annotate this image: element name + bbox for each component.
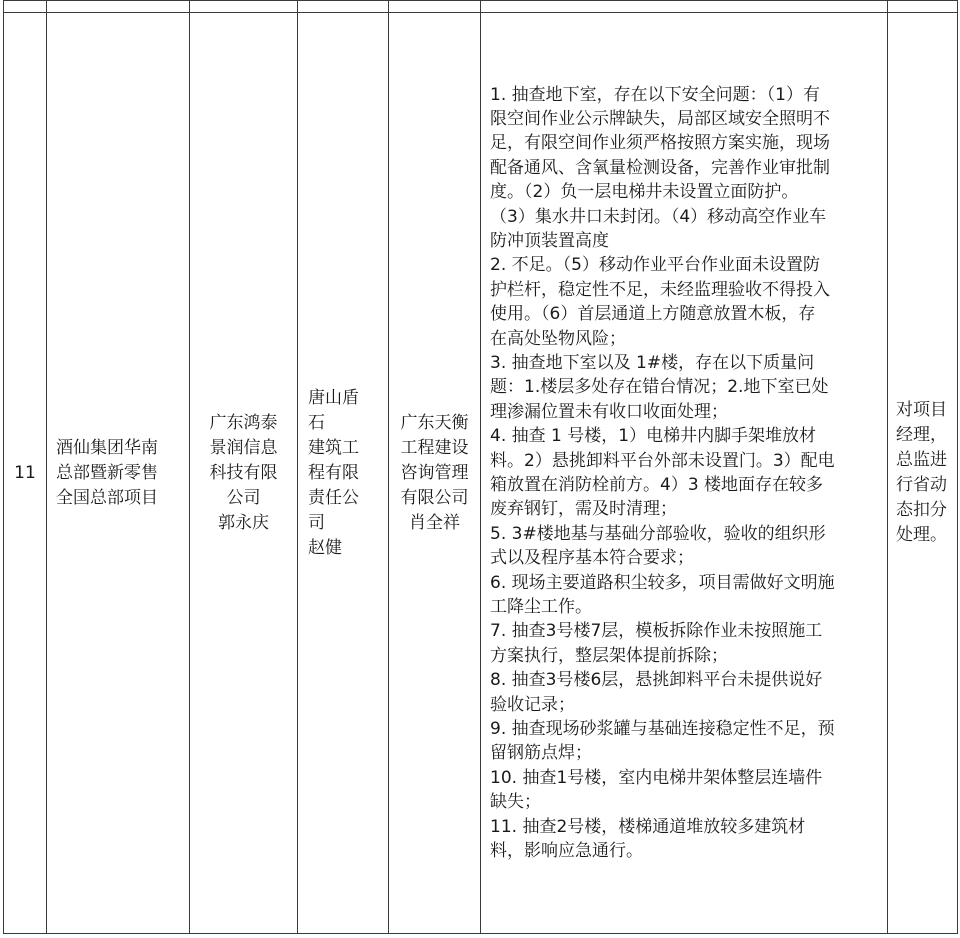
- issue-line: 料，影响应急通行。: [490, 841, 643, 862]
- construction-unit-contact: 郭永庆: [218, 512, 269, 533]
- issue-line: 8. 抽查3号楼6层，悬挑卸料平台未提供说好: [490, 670, 823, 691]
- action-line: 态扣分: [896, 500, 947, 520]
- action-line: 行省动: [896, 475, 947, 495]
- construction-unit-cell: [190, 13, 298, 934]
- table-row: [4, 13, 958, 934]
- project-name-line: 酒仙集团华南: [56, 437, 158, 458]
- project-name-line: 全国总部项目: [56, 487, 158, 508]
- issue-line: 2. 不足。（5）移动作业平台作业面未设置防: [490, 255, 820, 276]
- empty-cell: [298, 1, 389, 13]
- issue-line: 验收记录；: [490, 694, 575, 715]
- issue-line: 留钢筋点焊；: [490, 743, 592, 764]
- supervisor-cell: [389, 13, 481, 934]
- contractor-line: 司: [308, 512, 325, 533]
- issue-line: 限空间作业公示牌缺失，局部区域安全照明不: [490, 108, 830, 129]
- issue-line: 足，有限空间作业须严格按照方案实施，现场: [490, 133, 830, 154]
- empty-cell: [47, 1, 190, 13]
- supervisor-line: 广东天衡: [400, 412, 469, 433]
- inspection-record-table: [3, 0, 958, 934]
- issue-line: 在高处坠物风险；: [490, 328, 626, 349]
- issue-line: 废弃钢钉，需及时清理；: [490, 499, 677, 520]
- issue-line: 5. 3#楼地基与基础分部验收，验收的组织形: [490, 523, 826, 544]
- issue-line: 料。2）悬挑卸料平台外部未设置门。3）配电: [490, 450, 835, 471]
- issue-line: 工降尘工作。: [490, 597, 592, 618]
- issue-line: 4. 抽查 1 号楼，1）电梯井内脚手架堆放材: [490, 426, 817, 447]
- contractor-line: 责任公: [308, 487, 359, 508]
- contractor-line: 程有限: [308, 462, 359, 483]
- empty-cell: [190, 1, 298, 13]
- construction-unit-line: 科技有限: [209, 462, 278, 483]
- project-name-cell: [47, 13, 190, 934]
- action-line: 经理，: [896, 425, 947, 445]
- issue-line: 11. 抽查2号楼，楼梯通道堆放较多建筑材: [490, 816, 806, 837]
- issue-line: 9. 抽查现场砂浆罐与基础连接稳定性不足，预: [490, 719, 835, 740]
- row-number: 11: [14, 462, 36, 483]
- contractor-line: 石: [308, 412, 325, 433]
- issue-line: 1. 抽查地下室，存在以下安全问题：（1）有: [490, 84, 820, 105]
- previous-row-edge: [4, 1, 958, 13]
- supervisor-line: 咨询管理: [400, 462, 469, 483]
- empty-cell: [4, 1, 47, 13]
- issue-line: （3）集水井口未封闭。（4）移动高空作业车: [490, 206, 827, 227]
- issue-line: 6. 现场主要道路积尘较多，项目需做好文明施: [490, 572, 835, 593]
- issue-line: 7. 抽查3号楼7层，模板拆除作业未按照施工: [490, 621, 823, 642]
- contractor-contact: 赵健: [308, 537, 342, 558]
- supervisor-line: 有限公司: [400, 487, 469, 508]
- supervisor-contact: 肖全祥: [409, 512, 460, 533]
- contractor-line: 建筑工: [308, 437, 359, 458]
- issue-line: 题：1.楼层多处存在错台情况；2.地下室已处: [490, 377, 829, 398]
- empty-cell: [481, 1, 888, 13]
- issue-line: 防冲顶装置高度: [490, 230, 609, 251]
- issue-line: 护栏杆，稳定性不足，未经监理验收不得投入: [490, 279, 830, 300]
- issues-cell: [481, 13, 888, 934]
- action-line: 总监进: [896, 450, 947, 470]
- row-number-cell: [4, 13, 47, 934]
- construction-unit-line: 公司: [226, 487, 261, 508]
- issue-line: 配备通风、含氧量检测设备，完善作业审批制: [490, 157, 830, 178]
- contractor-line: 唐山盾: [308, 387, 359, 408]
- issue-line: 10. 抽查1号楼，室内电梯井架体整层连墙件: [490, 767, 823, 788]
- issue-line: 3. 抽查地下室以及 1#楼，存在以下质量问: [490, 352, 815, 373]
- supervisor-line: 工程建设: [400, 437, 469, 458]
- construction-unit-line: 广东鸿泰: [209, 412, 278, 433]
- empty-cell: [888, 1, 958, 13]
- issue-line: 度。（2）负一层电梯井未设置立面防护。: [490, 182, 799, 203]
- action-line: 对项目: [896, 400, 947, 420]
- project-name-line: 总部暨新零售: [56, 462, 158, 483]
- construction-unit-line: 景润信息: [209, 437, 278, 458]
- empty-cell: [389, 1, 481, 13]
- action-cell: [888, 13, 958, 934]
- contractor-cell: [298, 13, 389, 934]
- issue-line: 理渗漏位置未有收口收面处理；: [490, 401, 728, 422]
- issue-line: 式以及程序基本符合要求；: [490, 548, 694, 569]
- action-line: 处理。: [896, 525, 947, 545]
- issue-line: 方案执行，整层架体提前拆除；: [490, 645, 728, 666]
- issue-line: 箱放置在消防栓前方。4）3 楼地面存在较多: [490, 475, 824, 495]
- issue-line: 缺失；: [490, 792, 541, 813]
- issue-line: 使用。（6）首层通道上方随意放置木板，存: [490, 304, 816, 325]
